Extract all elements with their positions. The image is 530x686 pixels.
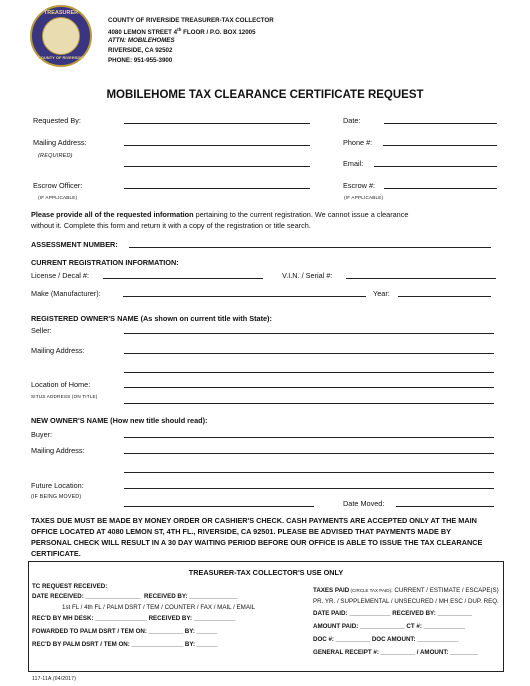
escrow-number-label: Escrow #:: [343, 181, 376, 190]
header-line4: RIVERSIDE, CA 92502: [108, 47, 173, 54]
forwarded-row: FOWARDED TO PALM DSRT / TEM ON: __________ BY: ______: [32, 628, 218, 635]
location-field-1[interactable]: [124, 387, 494, 388]
notice-line3: PERSONAL CHECK WILL RESULT IN A 30 DAY WAITING PERIOD BEFORE OUR OFFICE IS ABLE TO ISSUE THE TAX CLEARANCE: [31, 538, 483, 547]
notice-line1: TAXES DUE MUST BE MADE BY MONEY ORDER OR CASHIER'S CHECK. CASH PAYMENTS ARE ACCEPTED ONLY AT THE MAIN: [31, 516, 477, 525]
date-paid-row: DATE PAID: ____________ RECEIVED BY: __________: [313, 610, 472, 617]
form-number: 117-11A (04/2017): [32, 676, 77, 682]
seal-emblem: [42, 17, 80, 55]
mailing-address-label: Mailing Address:: [33, 138, 87, 147]
location-label: Location of Home:: [31, 380, 91, 389]
situs-note: SITUS ADDRESS (ON TITLE): [31, 394, 98, 399]
seller-mailing-label: Mailing Address:: [31, 346, 85, 355]
registration-heading: CURRENT REGISTRATION INFORMATION:: [31, 258, 179, 267]
mailing-address-field-2[interactable]: [124, 166, 310, 167]
requested-by-label: Requested By:: [33, 116, 81, 125]
future-location-field-1[interactable]: [124, 488, 494, 489]
assessment-field[interactable]: [129, 247, 491, 248]
escrow-officer-note: (IF APPLICABLE): [38, 195, 78, 200]
year-label: Year:: [373, 289, 390, 298]
new-owner-heading: NEW OWNER'S NAME (How new title should read):: [31, 416, 208, 425]
notice-line4: CERTIFICATE.: [31, 549, 81, 558]
recd-desk-row: REC'D BY MH DESK: _______________ RECEIVED BY: ____________: [32, 615, 236, 622]
vin-label: V.I.N. / Serial #:: [282, 271, 333, 280]
header-line3: ATTN: MOBILEHOMES: [108, 37, 175, 44]
office-use-box: [28, 561, 504, 672]
buyer-mailing-field-1[interactable]: [124, 453, 494, 454]
routes-row: 1st FL / 4th FL / PALM DSRT / TEM / COUNTER / FAX / MAIL / EMAIL: [62, 604, 256, 611]
make-field[interactable]: [123, 296, 366, 297]
doc-row: DOC #: __________ DOC AMOUNT: ____________: [313, 636, 459, 643]
amount-paid-row: AMOUNT PAID: _____________ CT #: ____________: [313, 623, 465, 630]
general-receipt-row: GENERAL RECEIPT #: __________ / AMOUNT: ________: [313, 649, 478, 656]
seller-mailing-field-1[interactable]: [124, 353, 494, 354]
date-moved-label: Date Moved:: [343, 499, 385, 508]
buyer-label: Buyer:: [31, 430, 53, 439]
pr-yr-row: PR. YR. / SUPPLEMENTAL / UNSECURED / MH ESC / DUP. REQ.: [313, 598, 499, 605]
header-line1: COUNTY OF RIVERSIDE TREASURER-TAX COLLECTOR: [108, 17, 274, 24]
if-moved-note: (IF BEING MOVED): [31, 494, 82, 500]
office-use-heading: TREASURER-TAX COLLECTOR'S USE ONLY: [188, 568, 344, 577]
instructions-line2: without it. Complete this form and return it with a copy of the registration or title search.: [31, 221, 311, 230]
email-label: Email:: [343, 159, 364, 168]
seal-bottom-text: COUNTY OF RIVERSIDE: [37, 55, 85, 60]
seller-label: Seller:: [31, 326, 52, 335]
license-field[interactable]: [103, 278, 263, 279]
date-received-row: DATE RECEIVED: ________________ RECEIVED BY: ______________: [32, 593, 238, 600]
required-note: (REQUIRED): [38, 153, 73, 159]
buyer-field[interactable]: [124, 437, 494, 438]
escrow-number-note: (IF APPLICABLE): [344, 195, 384, 200]
location-field-2[interactable]: [124, 403, 494, 404]
county-seal: [30, 5, 92, 67]
escrow-officer-field[interactable]: [124, 188, 310, 189]
date-field[interactable]: [384, 123, 497, 124]
taxes-paid-row: TAXES PAID (CIRCLE TAX PAID): CURRENT / ESTIMATE / ESCAPE(S): [313, 587, 499, 594]
requested-by-field[interactable]: [124, 123, 310, 124]
date-label: Date:: [343, 116, 361, 125]
license-label: License / Decal #:: [31, 271, 90, 280]
recd-palm-row: REC'D BY PALM DSRT / TEM ON: _______________ BY: ______: [32, 641, 218, 648]
phone-label: Phone #:: [343, 138, 373, 147]
vin-field[interactable]: [346, 278, 496, 279]
tc-request-label: TC REQUEST RECEIVED:: [32, 583, 108, 590]
header-line2: 4080 LEMON STREET 4th FLOOR / P.O. BOX 12005: [108, 27, 256, 37]
buyer-mailing-field-2[interactable]: [124, 472, 494, 473]
registered-owner-heading: REGISTERED OWNER'S NAME (As shown on current title with State):: [31, 314, 272, 323]
make-label: Make (Manufacturer):: [31, 289, 101, 298]
future-location-field-2[interactable]: [124, 506, 314, 507]
seller-mailing-field-2[interactable]: [124, 372, 494, 373]
year-field[interactable]: [398, 296, 491, 297]
date-moved-field[interactable]: [396, 506, 494, 507]
future-location-label: Future Location:: [31, 481, 84, 490]
notice-line2: OFFICE LOCATED AT 4080 LEMON ST, 4TH FL., RIVERSIDE, CA 92501. PLEASE BE ADVISED THAT PAYMENTS MADE BY: [31, 527, 452, 536]
email-field[interactable]: [374, 166, 497, 167]
escrow-officer-label: Escrow Officer:: [33, 181, 83, 190]
escrow-number-field[interactable]: [384, 188, 497, 189]
form-title: MOBILEHOME TAX CLEARANCE CERTIFICATE REQUEST: [106, 89, 424, 101]
seller-field[interactable]: [124, 333, 494, 334]
mailing-address-field-1[interactable]: [124, 145, 310, 146]
assessment-label: ASSESSMENT NUMBER:: [31, 240, 118, 249]
seal-top-text: TREASURER: [43, 10, 79, 16]
buyer-mailing-label: Mailing Address:: [31, 446, 85, 455]
instructions-line1: Please provide all of the requested information pertaining to the current registration. We cannot issue a clearance: [31, 210, 409, 219]
phone-field[interactable]: [383, 145, 497, 146]
header-line5: PHONE: 951-955-3900: [108, 57, 173, 64]
